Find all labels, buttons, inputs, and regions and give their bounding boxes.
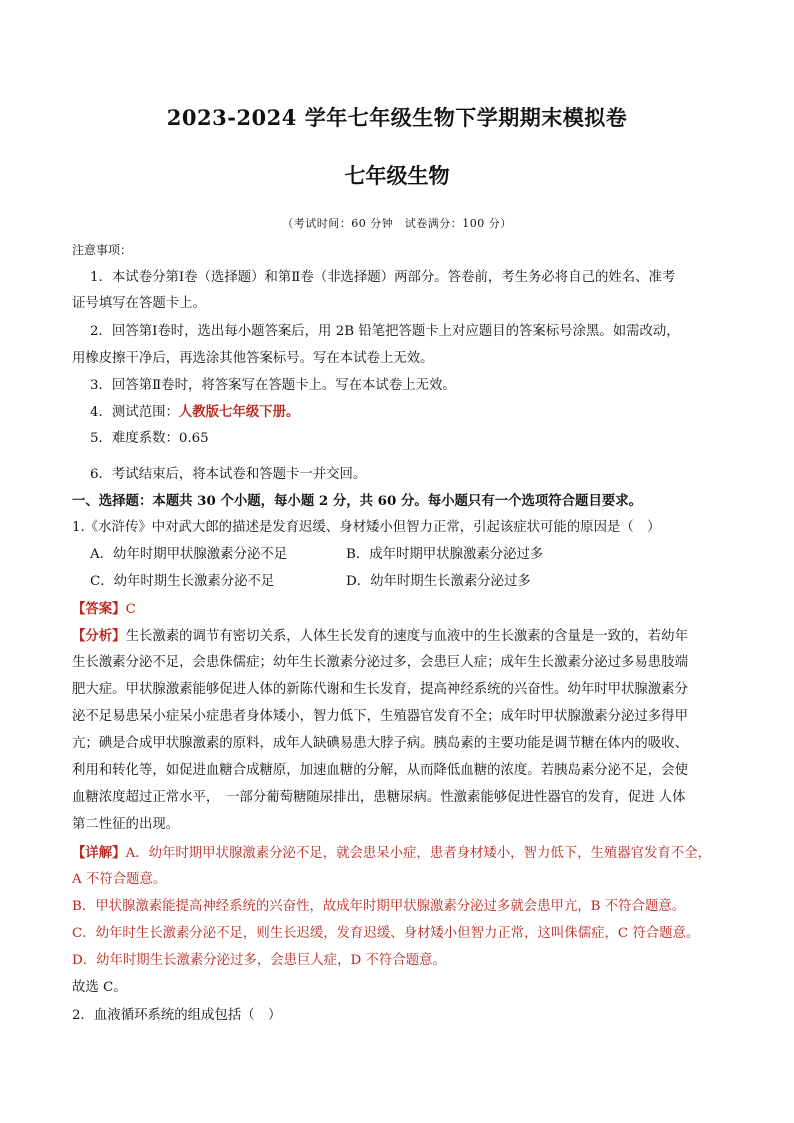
- analysis-line-2: 生长激素分泌不足，会患侏儒症；幼年生长激素分泌过多，会患巨人症；成年生长激素分泌过多易患肢端: [72, 655, 688, 670]
- detail-tag: 【详解】: [72, 845, 126, 861]
- detail-line-2: A 不符合题意。: [72, 872, 167, 887]
- question-2-stem: 2．血液循环系统的组成包括（ ）: [72, 1008, 282, 1023]
- analysis-line-4: 泌不足易患呆小症呆小症患者身体矮小，智力低下，生殖器官发育不全；成年时甲状腺激素分泌过多得甲: [72, 709, 688, 724]
- analysis-line-7: 血糖浓度超过正常水平， 一部分葡萄糖随尿排出，患糖尿病。性激素能够促进性器官的发育，促进 人体: [72, 790, 686, 805]
- page-title: 2023-2024 学年七年级生物下学期期末模拟卷: [166, 105, 628, 130]
- question-1-option-d: D．幼年时期生长激素分泌过多: [346, 574, 531, 589]
- question-1-answer: [72, 599, 732, 620]
- notes-heading: 注意事项：: [72, 243, 133, 257]
- analysis-line-8: 第二性征的出现。: [72, 817, 180, 832]
- analysis-line-5: 亢；碘是合成甲状腺激素的原料，成年人缺碘易患大脖子病。胰岛素的主要功能是调节糖在体内的吸收、: [72, 736, 688, 751]
- answer-value: C: [125, 602, 136, 617]
- question-1-option-a: A．幼年时期甲状腺激素分泌不足: [90, 547, 288, 562]
- section-1-heading: 一、选择题：本题共 30 个小题，每小题 2 分，共 60 分。每小题只有一个选项符合题目要求。: [72, 493, 643, 509]
- detail-line-5: D．幼年时期生长激素分泌过多，会患巨人症，D 不符合题意。: [72, 953, 446, 968]
- question-1-option-b: B．成年时期甲状腺激素分泌过多: [346, 547, 544, 562]
- detail-line-4: C．幼年时生长激素分泌不足，则生长迟缓，发育迟缓、身材矮小但智力正常，这叫侏儒症，C 符合题意。: [72, 926, 700, 941]
- question-1-conclusion: 故选 C。: [72, 980, 127, 995]
- note-item-2-line-2: 用橡皮擦干净后，再选涂其他答案标号。写在本试卷上无效。: [72, 351, 434, 366]
- analysis-line-1: [72, 626, 732, 647]
- analysis-line-3: 肥大症。甲状腺激素能够促进人体的新陈代谢和生长发育，提高神经系统的兴奋性。幼年时甲状腺激素分: [72, 682, 688, 697]
- note-item-1-line-2: 证号填写在答题卡上。: [72, 296, 206, 311]
- note-item-4-label: 4．测试范围：: [90, 405, 179, 420]
- question-1-option-c: C．幼年时期生长激素分泌不足: [90, 574, 275, 589]
- note-item-1-line-1: 1．本试卷分第Ⅰ卷（选择题）和第Ⅱ卷（非选择题）两部分。答卷前，考生务必将自己的姓名、准考: [90, 270, 676, 285]
- answer-tag: 【答案】: [72, 601, 126, 617]
- analysis-line-6: 利用和转化等，如促进血糖合成糖原，加速血糖的分解，从而降低血糖的浓度。若胰岛素分泌不足，会使: [72, 763, 688, 778]
- detail-text: A．幼年时期甲状腺激素分泌不足，就会患呆小症，患者身材矮小，智力低下，生殖器官发育不全，: [125, 846, 712, 861]
- note-item-5: 5．难度系数：0.65: [90, 431, 209, 446]
- note-item-2-line-1: 2．回答第Ⅰ卷时，选出每小题答案后，用 2B 铅笔把答题卡上对应题目的答案标号涂黑。如需改动，: [90, 324, 680, 339]
- note-item-3: 3．回答第Ⅱ卷时，将答案写在答题卡上。写在本试卷上无效。: [90, 378, 456, 393]
- note-item-4: [90, 402, 750, 423]
- exam-info: （考试时间：60 分钟 试卷满分：100 分）: [282, 217, 512, 230]
- test-scope: 人教版七年级下册。: [178, 404, 300, 420]
- detail-line-1: [72, 843, 732, 864]
- question-1-stem: 1.《水浒传》中对武大郎的描述是发育迟缓、身材矮小但智力正常，引起该症状可能的原因是（ ）: [72, 520, 661, 535]
- page-subtitle: 七年级生物: [344, 163, 450, 188]
- detail-line-3: B．甲状腺激素能提高神经系统的兴奋性，故成年时期甲状腺激素分泌过多就会患甲亢，B 不符合题意。: [72, 899, 686, 914]
- analysis-tag: 【分析】: [72, 628, 126, 644]
- note-item-6: 6．考试结束后，将本试卷和答题卡一并交回。: [90, 467, 367, 482]
- analysis-text: 生长激素的调节有密切关系，人体生长发育的速度与血液中的生长激素的含量是一致的，若幼年: [125, 629, 688, 644]
